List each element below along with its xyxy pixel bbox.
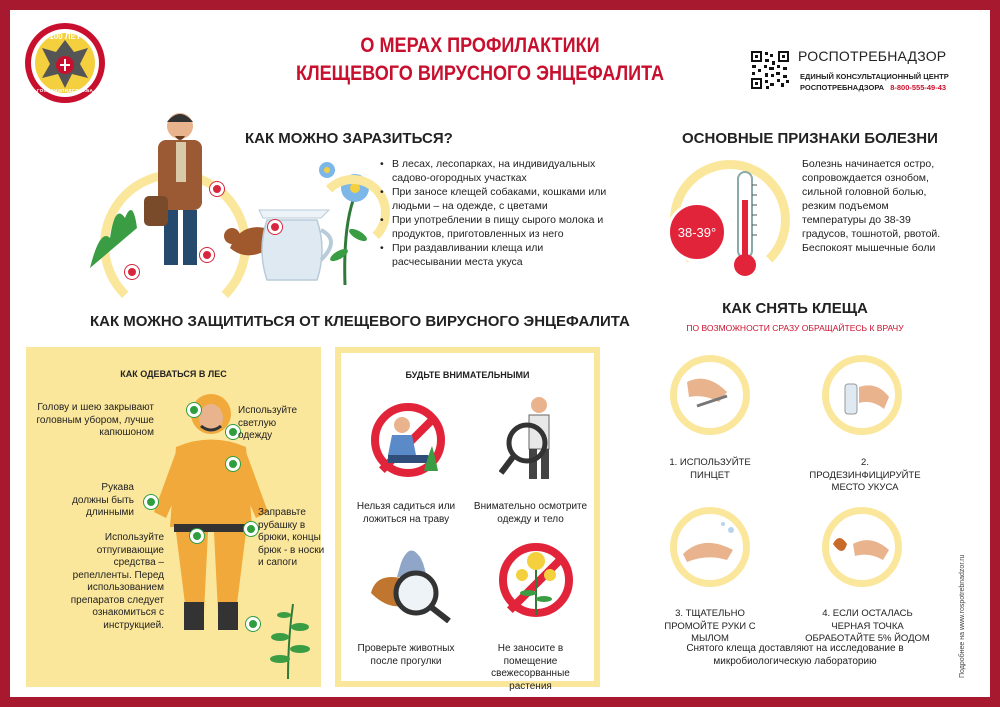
marker-head <box>187 403 201 417</box>
hotline-org: РОСПОТРЕБНАДЗОРА <box>800 83 885 92</box>
hotline-phone[interactable]: 8-800-555-49-43 <box>890 83 947 92</box>
side-website-note[interactable]: Подробнее на www.rospotrebnadzor.ru <box>959 554 966 678</box>
tick-marker-jug <box>268 220 282 234</box>
dress-tuck-text: Заправьте рубашку в брюки, концы брюк - в носки и сапоги <box>258 507 325 568</box>
infection-heading: КАК МОЖНО ЗАРАЗИТЬСЯ? <box>245 130 453 147</box>
step1-illustration <box>670 355 750 435</box>
flower-bouquet-icon <box>506 545 566 615</box>
tick-marker-leg <box>125 265 139 279</box>
title-line-2: КЛЕЩЕВОГО ВИРУСНОГО ЭНЦЕФАЛИТА <box>295 62 665 85</box>
magnifier-person-icon <box>499 395 579 485</box>
remove-footer: Снятого клеща доставляют на исследование в микробиологическую лабораторию <box>686 643 904 667</box>
list-item: • При заносе клещей собаками, кошками или людьми – на одежде, с цветами <box>380 186 610 213</box>
list-item: • При употреблении в пищу сырого молока и продуктов, приготовленных из него <box>380 214 610 241</box>
step2-text: 2. ПРОДЕЗИНФИЦИРУЙТЕ МЕСТО УКУСА <box>809 457 921 493</box>
marker-waist <box>190 529 204 543</box>
attention-inspect-text: Внимательно осмотрите одежду и тело <box>473 501 588 525</box>
step4-illustration <box>822 507 902 587</box>
step1-text: 1. ИСПОЛЬЗУЙТЕ ПИНЦЕТ <box>669 457 751 481</box>
tick-marker-dog <box>200 248 214 262</box>
attention-pets-text: Проверьте животных после прогулки <box>357 643 455 667</box>
page-title <box>291 32 669 88</box>
badge-ring-text: ГОССАНЭПИДСЛУЖБА <box>36 88 94 93</box>
step4-text: 4. ЕСЛИ ОСТАЛАСЬ ЧЕРНАЯ ТОЧКА ОБРАБОТАЙТЕ 5% ЙОДОМ <box>805 608 930 644</box>
hotline-line-2 <box>800 83 946 92</box>
attention-panel <box>335 347 600 692</box>
dress-heading: КАК ОДЕВАТЬСЯ В ЛЕС <box>120 369 227 379</box>
qr-code[interactable] <box>750 50 790 90</box>
flower-arc <box>315 175 390 250</box>
step3-text: 3. ТЩАТЕЛЬНО ПРОМОЙТЕ РУКИ С МЫЛОМ <box>664 608 756 644</box>
anniversary-badge <box>22 18 108 108</box>
temperature-badge <box>667 202 727 262</box>
symptoms-text: Болезнь начинается остро, сопровождается ознобом, сильной головной болью, резким подъемом температуры до 38-39 градусов, тошнотой, рвотой. Беспокоят мышечные боли <box>802 158 941 254</box>
step2-illustration <box>822 355 902 435</box>
step3-illustration <box>670 507 750 587</box>
title-line-1: О МЕРАХ ПРОФИЛАКТИКИ <box>360 34 600 57</box>
sitting-woman-icon <box>374 413 444 473</box>
qr-code-icon <box>750 50 790 90</box>
attention-grass-text: Нельзя садиться или ложиться на траву <box>356 501 456 525</box>
symptoms-heading: ОСНОВНЫЕ ПРИЗНАКИ БОЛЕЗНИ <box>682 130 938 147</box>
thermometer-icon <box>730 170 760 280</box>
remove-heading: КАК СНЯТЬ КЛЕЩА <box>722 300 868 317</box>
dress-panel <box>26 347 325 687</box>
attention-heading: БУДЬТЕ ВНИМАТЕЛЬНЫМИ <box>405 370 530 380</box>
remove-subheading: ПО ВОЗМОЖНОСТИ СРАЗУ ОБРАЩАЙТЕСЬ К ВРАЧУ <box>686 323 904 333</box>
protect-heading: КАК МОЖНО ЗАЩИТИТЬСЯ ОТ КЛЕЩЕВОГО ВИРУСНОГО ЭНЦЕФАЛИТА <box>90 313 630 330</box>
iodine-swab-icon <box>829 514 895 580</box>
temperature-value: 38-39° <box>677 224 717 240</box>
attention-plants-text: Не заносите в помещение свежесорванные растения <box>491 643 570 692</box>
inspect-magnifier-icon <box>499 395 579 485</box>
dress-light-text: Используйте светлую одежду <box>238 405 298 441</box>
badge-years: 100 ЛЕТ <box>49 32 81 41</box>
list-item: • При раздавливании клеща или расчесывании места укуса <box>380 242 610 269</box>
marker-chest <box>226 457 240 471</box>
dress-repellent-text: Используйте отпугивающие средства – репелленты. Перед использованием препаратов следует ознакомиться с инструкцией. <box>70 532 164 631</box>
dress-sleeves-text: Рукава должны быть длинными <box>72 482 134 518</box>
dress-head-text: Голову и шею закрывают головным убором, лучше капюшоном <box>36 402 154 438</box>
org-name: РОСПОТРЕБНАДЗОР <box>798 48 947 64</box>
tweezers-hand-icon <box>677 362 743 428</box>
infection-list <box>380 158 610 270</box>
tick-marker-hand <box>210 182 224 196</box>
poster <box>10 10 990 697</box>
hotline-line-1: ЕДИНЫЙ КОНСУЛЬТАЦИОННЫЙ ЦЕНТР <box>800 72 949 81</box>
pets-magnifier-icon <box>361 533 461 623</box>
marker-arm <box>144 495 158 509</box>
disinfect-bottle-icon <box>829 362 895 428</box>
list-item: • В лесах, лесопарках, на индивидуальных садово-огородных участках <box>380 158 610 185</box>
fern-icon <box>258 599 318 679</box>
wash-hands-icon <box>677 514 743 580</box>
marker-hip <box>244 522 258 536</box>
